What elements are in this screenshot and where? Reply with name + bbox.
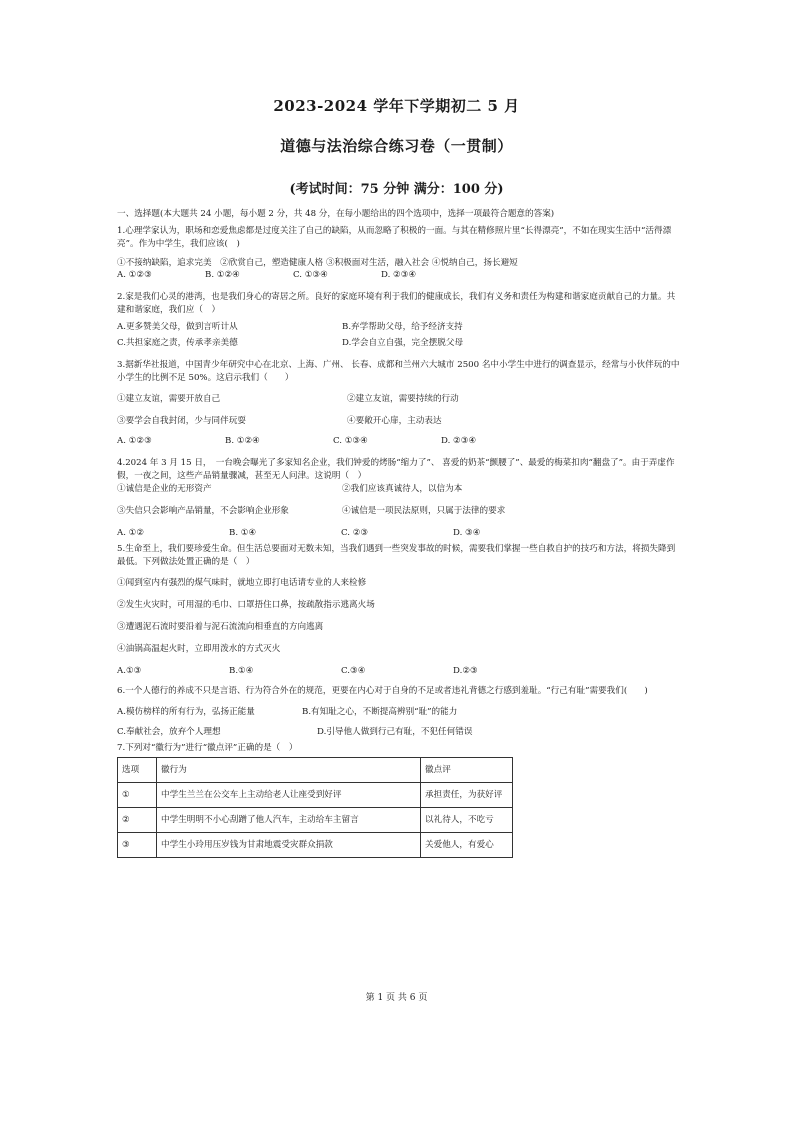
question-7 (117, 742, 680, 858)
table-row (118, 833, 513, 858)
question-text: 2.家是我们心灵的港湾，也是我们身心的寄居之所。良好的家庭环境有利于我们的健康成长，我们有义务和责任为构建和谐家庭贡献自己的力量。共建和谐家庭，我们应（ ） (117, 292, 676, 315)
statements: ①不接纳缺陷，追求完美 ②欣赏自己，塑造健康人格 ③积极面对生活，融入社会 ④悦纳自己，扬长避短 (117, 258, 518, 268)
table-cell: 以礼待人，不吃亏 (421, 808, 513, 833)
table-cell: ① (118, 783, 157, 808)
option-a: A. ①② (117, 528, 145, 538)
statement-4: ④油锅高温起火时，立即用泼水的方式灭火 (117, 644, 281, 654)
statement-2: ②发生火灾时，可用湿的毛巾、口罩捂住口鼻，按疏散指示逃离火场 (117, 600, 375, 610)
statements (117, 505, 680, 517)
question-text: 3.据新华社报道，中国青少年研究中心在北京、上海、广州、 长春、成都和兰州六大城市 2500 名中小学生中进行的调查显示，经常与小伙伴玩的中小学生的比例不足 50%。这启示我们（ ） (117, 360, 680, 383)
section-heading: 一、选择题(本大题共 24 小题，每小题 2 分，共 48 分，在每小题给出的四个选项中，选择一项最符合题意的答案) (117, 209, 555, 219)
option-b: B. ①②④ (225, 436, 260, 446)
answer-options (117, 269, 680, 281)
option-a: A.模仿榜样的所有行为，弘扬正能量 (117, 707, 255, 717)
question-text: 6.一个人德行的养成不只是言语、行为符合外在的规范，更要在内心对于自身的不足或者违礼背德之行感到羞耻。“行己有耻”需要我们( ) (117, 686, 648, 696)
statement-1: ①建立友谊，需要开放自己 (117, 394, 221, 404)
option-d: D.②③ (453, 666, 478, 676)
evaluation-table (117, 757, 513, 858)
option-d: D.学会自立自强，完全摆脱父母 (342, 338, 464, 348)
statements (117, 483, 680, 495)
question-text: 1.心理学家认为，职场和恋爱焦虑都是过度关注了自己的缺陷，从而忽略了积极的一面。与其在精修照片里“长得漂亮”，不如在现实生活中“活得漂亮”。作为中学生，我们应该( ) (117, 226, 672, 249)
answer-options (117, 337, 680, 349)
option-d: D. ②③④ (381, 270, 417, 280)
option-b: B.①④ (229, 666, 254, 676)
option-a: A. ①②③ (117, 436, 152, 446)
option-d: D.引导他人做到行己有耻，不犯任何错误 (317, 727, 473, 737)
table-header-cell: 徽行为 (157, 758, 421, 783)
option-c: C. ①③④ (333, 436, 368, 446)
statements (117, 393, 680, 405)
question-6 (117, 685, 680, 738)
statement-2: ②建立友谊，需要持续的行动 (347, 394, 459, 404)
exam-title-year: 2023-2024 学年下学期初二 5 月 (273, 97, 520, 115)
statement-4: ④诚信是一项民法原则，只属于法律的要求 (342, 506, 506, 516)
option-d: D. ③④ (453, 528, 481, 538)
table-header-row (118, 758, 513, 783)
statement-1: ①诚信是企业的无形资产 (117, 484, 212, 494)
table-cell: 中学生明明不小心刮蹭了他人汽车，主动给车主留言 (157, 808, 421, 833)
option-b: B. ①④ (229, 528, 257, 538)
option-b: B. ①②④ (205, 270, 240, 280)
table-cell: ② (118, 808, 157, 833)
option-b: B.弃学帮助父母，给予经济支持 (342, 322, 463, 332)
table-cell: ③ (118, 833, 157, 858)
table-cell: 中学生兰兰在公交车上主动给老人让座受到好评 (157, 783, 421, 808)
question-3 (117, 359, 680, 447)
question-2 (117, 291, 680, 349)
table-header-cell: 选项 (118, 758, 157, 783)
option-c: C.③④ (341, 666, 366, 676)
table-row (118, 783, 513, 808)
statements (117, 415, 680, 427)
option-a: A.①③ (117, 666, 142, 676)
option-b: B.有知耻之心，不断提高辨别“耻”的能力 (302, 707, 458, 717)
option-a: A.更多赞美父母，做到言听计从 (117, 322, 238, 332)
statement-2: ②我们应该真诚待人，以信为本 (342, 484, 463, 494)
answer-options (117, 726, 680, 738)
answer-options (117, 706, 680, 718)
question-1 (117, 225, 680, 281)
option-c: C.共担家庭之责，传承孝亲美德 (117, 338, 238, 348)
table-cell: 中学生小玲用压岁钱为甘肃地震受灾群众捐款 (157, 833, 421, 858)
table-cell: 关爱他人，有爱心 (421, 833, 513, 858)
exam-info: (考试时间：75 分钟 满分：100 分) (289, 182, 504, 197)
table-cell: 承担责任，为获好评 (421, 783, 513, 808)
option-c: C. ②③ (341, 528, 369, 538)
exam-content (117, 208, 680, 858)
page-number: 第 1 页 共 6 页 (365, 993, 428, 1003)
answer-options (117, 527, 680, 539)
answer-options (117, 435, 680, 447)
question-5 (117, 543, 680, 677)
option-c: C.奉献社会，放弃个人理想 (117, 727, 221, 737)
question-text: 4.2024 年 3 月 15 日， 一台晚会曝光了多家知名企业，我们钟爱的烤肠“缩力了”、 喜爱的奶茶“颤腰了”、最爱的梅菜扣肉“翻盘了”。由于弄虚作假，一夜之间，这些产品销量骤减，甚至无人问津。这说明（ ） (117, 458, 675, 481)
statement-3: ③失信只会影响产品销量，不会影响企业形象 (117, 506, 289, 516)
question-text: 7.下列对“徽行为”进行“徽点评”正确的是（ ） (117, 743, 298, 753)
statement-1: ①闻到室内有强烈的煤气味时，就地立即打电话请专业的人来检修 (117, 578, 367, 588)
answer-options (117, 321, 680, 333)
option-a: A. ①②③ (117, 270, 152, 280)
question-4 (117, 457, 680, 539)
statement-4: ④要敞开心扉，主动表达 (347, 416, 442, 426)
table-row (118, 808, 513, 833)
question-text: 5.生命至上，我们要珍爱生命。但生活总要面对无数未知，当我们遇到一些突发事故的时候，需要我们掌握一些自救自护的技巧和方法，将损失降到最低。下列做法处置正确的是（ ） (117, 544, 676, 567)
answer-options (117, 665, 680, 677)
table-header-cell: 徽点评 (421, 758, 513, 783)
option-c: C. ①③④ (293, 270, 328, 280)
statement-3: ③要学会自我封闭，少与同伴玩耍 (117, 416, 246, 426)
option-d: D. ②③④ (441, 436, 477, 446)
statement-3: ③遭遇泥石流时要沿着与泥石流流向相垂直的方向逃离 (117, 622, 324, 632)
exam-title-subject: 道德与法治综合练习卷（一贯制） (280, 137, 513, 155)
